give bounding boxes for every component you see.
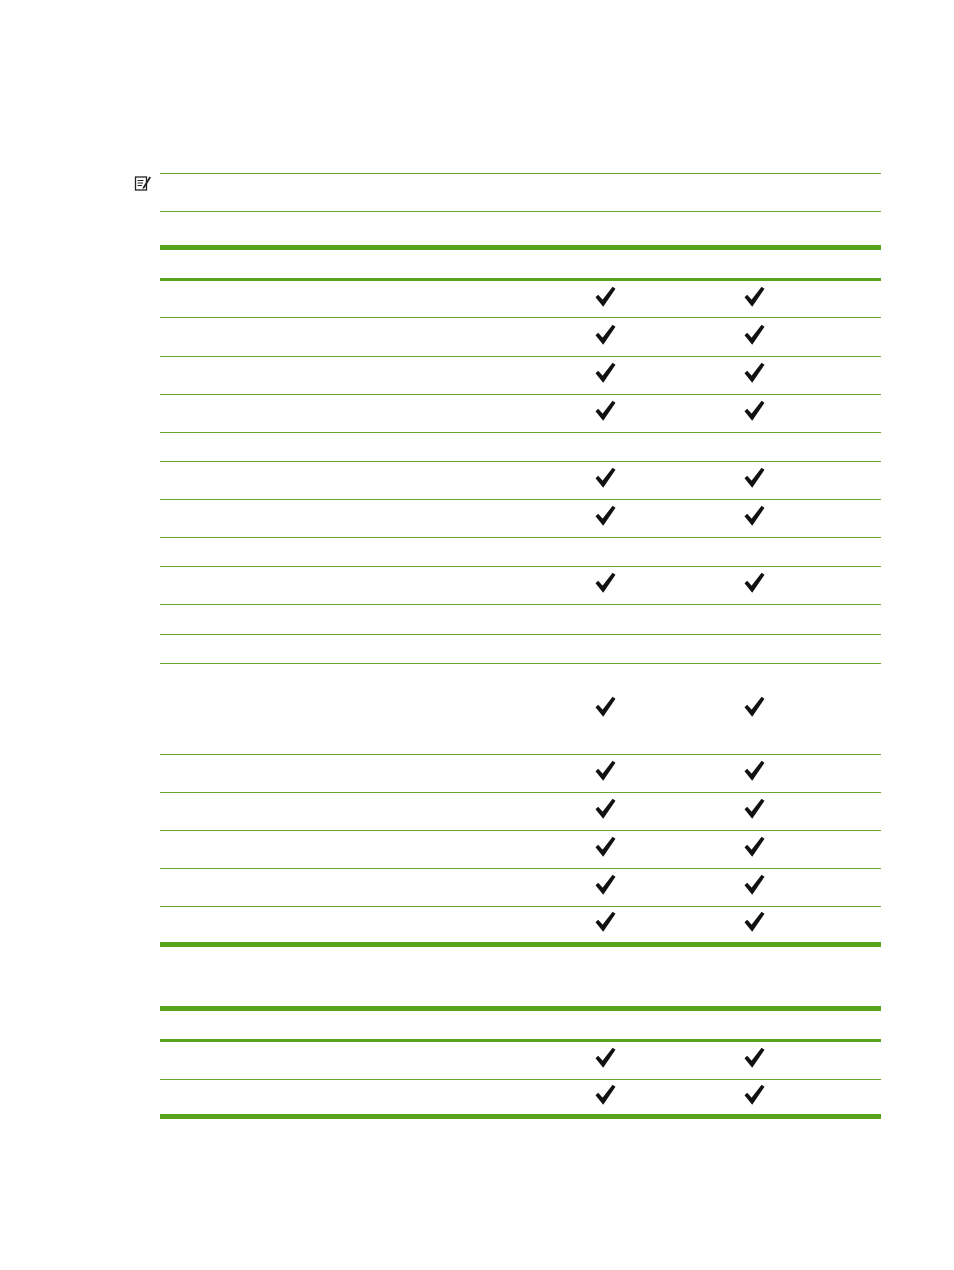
- cell-media-type: [160, 793, 524, 831]
- checkmark-icon: [742, 399, 766, 423]
- table-row: [160, 635, 881, 664]
- cell-column-a: [524, 831, 684, 869]
- cell-media-type: [160, 755, 524, 793]
- cell-extra: [824, 605, 881, 635]
- cell-column-b: [684, 635, 824, 664]
- cell-media-type: [160, 664, 524, 755]
- checkmark-icon: [742, 285, 766, 309]
- checkmark-icon: [742, 873, 766, 897]
- cell-column-a: [524, 793, 684, 831]
- checkmark-icon: [742, 361, 766, 385]
- checkmark-icon: [742, 1046, 766, 1070]
- cell-media-type: [160, 318, 524, 357]
- cell-column-a: [524, 433, 684, 462]
- cell-media-type: [160, 605, 524, 635]
- checkmark-icon: [593, 1046, 617, 1070]
- header-cell-column-b: [684, 248, 824, 280]
- cell-extra: [824, 664, 881, 755]
- cell-extra: [824, 395, 881, 433]
- checkmark-icon: [742, 504, 766, 528]
- table-row: [160, 433, 881, 462]
- table-body: [160, 280, 881, 945]
- cell-column-a: [524, 318, 684, 357]
- checkmark-icon: [742, 466, 766, 490]
- checkmark-icon: [742, 1083, 766, 1107]
- cell-extra: [824, 1041, 881, 1080]
- cell-column-a: [524, 500, 684, 538]
- cell-column-b: [684, 1041, 824, 1080]
- cell-media-type: [160, 831, 524, 869]
- table-row: [160, 869, 881, 907]
- checkmark-icon: [593, 399, 617, 423]
- cell-media-type: [160, 395, 524, 433]
- cell-media-type: [160, 500, 524, 538]
- cell-column-b: [684, 567, 824, 605]
- table-row: [160, 538, 881, 567]
- cell-extra: [824, 831, 881, 869]
- cell-extra: [824, 538, 881, 567]
- header-cell-extra: [824, 1009, 881, 1041]
- cell-column-a: [524, 567, 684, 605]
- cell-column-a: [524, 907, 684, 945]
- cell-column-a: [524, 462, 684, 500]
- table-row: [160, 500, 881, 538]
- cell-media-type: [160, 1041, 524, 1080]
- cell-column-b: [684, 831, 824, 869]
- note-icon: [134, 174, 152, 192]
- cell-column-a: [524, 635, 684, 664]
- cell-extra: [824, 280, 881, 318]
- table-header-row: [160, 248, 881, 280]
- table-row: [160, 395, 881, 433]
- cell-media-type: [160, 433, 524, 462]
- paper-support-table: [160, 245, 881, 947]
- cell-column-a: [524, 755, 684, 793]
- cell-column-b: [684, 433, 824, 462]
- cell-media-type: [160, 357, 524, 395]
- checkmark-icon: [742, 571, 766, 595]
- checkmark-icon: [593, 797, 617, 821]
- table-row: [160, 605, 881, 635]
- paper-support-table-2: [160, 1006, 881, 1119]
- cell-column-b: [684, 280, 824, 318]
- header-cell-column-b: [684, 1009, 824, 1041]
- checkmark-icon: [593, 323, 617, 347]
- cell-extra: [824, 907, 881, 945]
- cell-column-b: [684, 793, 824, 831]
- cell-column-b: [684, 605, 824, 635]
- cell-media-type: [160, 567, 524, 605]
- checkmark-icon: [593, 504, 617, 528]
- checkmark-icon: [593, 571, 617, 595]
- checkmark-icon: [593, 873, 617, 897]
- cell-extra: [824, 793, 881, 831]
- cell-media-type: [160, 907, 524, 945]
- checkmark-icon: [742, 759, 766, 783]
- table-row: [160, 280, 881, 318]
- cell-column-b: [684, 357, 824, 395]
- checkmark-icon: [742, 835, 766, 859]
- cell-extra: [824, 635, 881, 664]
- cell-media-type: [160, 1080, 524, 1117]
- cell-column-b: [684, 664, 824, 755]
- table-row: [160, 793, 881, 831]
- cell-column-b: [684, 538, 824, 567]
- cell-extra: [824, 318, 881, 357]
- cell-column-a: [524, 280, 684, 318]
- cell-column-a: [524, 605, 684, 635]
- table-row: [160, 664, 881, 755]
- checkmark-icon: [593, 466, 617, 490]
- checkmark-icon: [593, 1083, 617, 1107]
- cell-extra: [824, 755, 881, 793]
- table-body: [160, 1041, 881, 1117]
- cell-extra: [824, 869, 881, 907]
- table-row: [160, 567, 881, 605]
- table-row: [160, 1041, 881, 1080]
- checkmark-icon: [742, 323, 766, 347]
- note-box: [160, 173, 881, 212]
- cell-column-b: [684, 755, 824, 793]
- header-cell-media-type: [160, 248, 524, 280]
- cell-column-b: [684, 395, 824, 433]
- checkmark-icon: [593, 910, 617, 934]
- header-cell-extra: [824, 248, 881, 280]
- cell-media-type: [160, 462, 524, 500]
- cell-extra: [824, 1080, 881, 1117]
- cell-column-a: [524, 664, 684, 755]
- table-row: [160, 831, 881, 869]
- table-row: [160, 755, 881, 793]
- checkmark-icon: [593, 361, 617, 385]
- cell-extra: [824, 500, 881, 538]
- header-cell-media-type: [160, 1009, 524, 1041]
- cell-column-a: [524, 357, 684, 395]
- cell-extra: [824, 357, 881, 395]
- cell-extra: [824, 433, 881, 462]
- cell-column-a: [524, 538, 684, 567]
- cell-column-b: [684, 500, 824, 538]
- cell-extra: [824, 462, 881, 500]
- checkmark-icon: [593, 759, 617, 783]
- cell-column-b: [684, 462, 824, 500]
- header-cell-column-a: [524, 248, 684, 280]
- checkmark-icon: [593, 835, 617, 859]
- table-row: [160, 462, 881, 500]
- cell-column-a: [524, 1080, 684, 1117]
- table-row: [160, 318, 881, 357]
- table-header-row: [160, 1009, 881, 1041]
- checkmark-icon: [593, 285, 617, 309]
- table-row: [160, 357, 881, 395]
- cell-extra: [824, 567, 881, 605]
- table-row: [160, 1080, 881, 1117]
- header-cell-column-a: [524, 1009, 684, 1041]
- cell-column-b: [684, 869, 824, 907]
- cell-media-type: [160, 635, 524, 664]
- cell-column-b: [684, 907, 824, 945]
- cell-media-type: [160, 538, 524, 567]
- checkmark-icon: [742, 695, 766, 719]
- cell-column-b: [684, 318, 824, 357]
- cell-column-a: [524, 395, 684, 433]
- cell-media-type: [160, 280, 524, 318]
- cell-column-a: [524, 869, 684, 907]
- table-row: [160, 907, 881, 945]
- checkmark-icon: [593, 695, 617, 719]
- checkmark-icon: [742, 910, 766, 934]
- cell-media-type: [160, 869, 524, 907]
- cell-column-a: [524, 1041, 684, 1080]
- cell-column-b: [684, 1080, 824, 1117]
- checkmark-icon: [742, 797, 766, 821]
